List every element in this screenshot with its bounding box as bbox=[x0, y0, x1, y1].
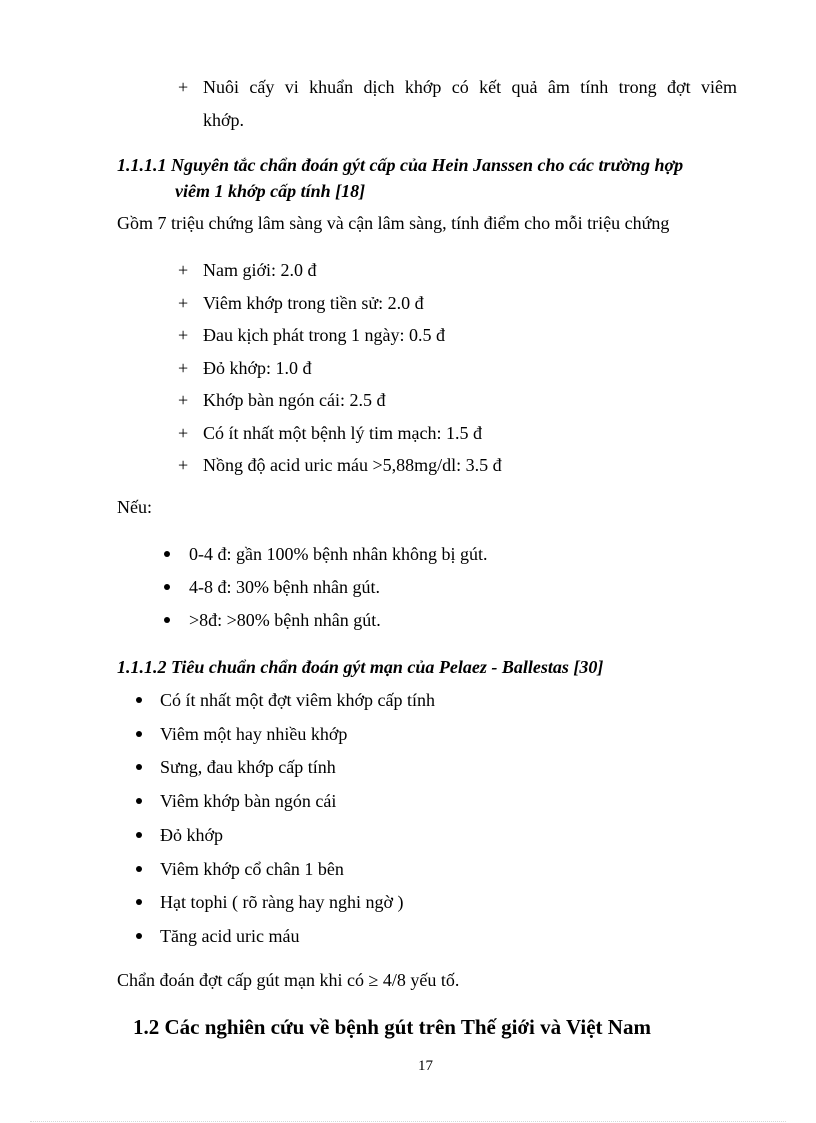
intro-word: vi bbox=[284, 77, 299, 97]
bullet-dot-icon bbox=[136, 764, 142, 770]
intro-word: khuẩn bbox=[309, 77, 354, 97]
bullet-dot-icon bbox=[164, 584, 170, 590]
criteria-item: Có ít nhất một bệnh lý tim mạch: 1.5 đ bbox=[203, 423, 482, 443]
intro-word: dịch bbox=[363, 77, 395, 97]
criteria-item: Nam giới: 2.0 đ bbox=[203, 260, 317, 280]
bullet-dot-icon bbox=[136, 832, 142, 838]
score-item: 0-4 đ: gần 100% bệnh nhân không bị gút. bbox=[189, 544, 488, 564]
pelaez-item: Sưng, đau khớp cấp tính bbox=[160, 757, 336, 777]
intro-word: quả bbox=[511, 77, 538, 97]
pelaez-item: Đỏ khớp bbox=[160, 825, 224, 845]
heading-1-1-1-1-cont: viêm 1 khớp cấp tính [18] bbox=[175, 181, 366, 201]
bullet-dot-icon bbox=[136, 866, 142, 872]
intro-word: viêm bbox=[700, 77, 737, 97]
paragraph-intro: Gồm 7 triệu chứng lâm sàng và cận lâm sàng, tính điểm cho mỗi triệu chứng bbox=[117, 213, 670, 233]
plus-bullet-icon: + bbox=[178, 455, 189, 475]
criteria-item: Viêm khớp trong tiền sử: 2.0 đ bbox=[203, 293, 424, 313]
criteria-item: Nồng độ acid uric máu >5,88mg/dl: 3.5 đ bbox=[203, 455, 502, 475]
heading-1-1-1-2: 1.1.1.2 Tiêu chuẩn chẩn đoán gýt mạn của Pelaez - Ballestas [30] bbox=[117, 657, 604, 677]
bullet-dot-icon bbox=[136, 798, 142, 804]
pelaez-item: Viêm khớp bàn ngón cái bbox=[160, 791, 337, 811]
bullet-dot-icon bbox=[164, 617, 170, 623]
bullet-dot-icon bbox=[164, 551, 170, 557]
intro-line bbox=[203, 75, 737, 99]
intro-word: khớp bbox=[404, 77, 442, 97]
plus-bullet-icon: + bbox=[178, 423, 189, 443]
plus-bullet-icon: + bbox=[178, 390, 189, 410]
criteria-item: Khớp bàn ngón cái: 2.5 đ bbox=[203, 390, 386, 410]
heading-1-1-1-1: 1.1.1.1 Nguyên tắc chẩn đoán gýt cấp của Hein Janssen cho các trường hợp bbox=[117, 155, 684, 175]
intro-word: âm bbox=[547, 77, 570, 97]
score-item: >8đ: >80% bệnh nhân gút. bbox=[189, 610, 381, 630]
conclusion-text: Chẩn đoán đợt cấp gút mạn khi có ≥ 4/8 yếu tố. bbox=[117, 970, 460, 990]
plus-bullet-icon: + bbox=[178, 358, 189, 378]
section-title: 1.2 Các nghiên cứu về bệnh gút trên Thế giới và Việt Nam bbox=[133, 1015, 651, 1039]
intro-word: kết bbox=[479, 77, 502, 97]
bullet-dot-icon bbox=[136, 697, 142, 703]
intro-word: tính bbox=[580, 77, 609, 97]
pelaez-item: Tăng acid uric máu bbox=[160, 926, 300, 946]
intro-word: đợt bbox=[667, 77, 691, 97]
plus-bullet-icon: + bbox=[178, 293, 189, 313]
pelaez-item: Hạt tophi ( rõ ràng hay nghi ngờ ) bbox=[160, 892, 404, 912]
plus-bullet-icon: + bbox=[178, 260, 189, 280]
pelaez-item: Có ít nhất một đợt viêm khớp cấp tính bbox=[160, 690, 436, 710]
score-item: 4-8 đ: 30% bệnh nhân gút. bbox=[189, 577, 380, 597]
intro-word: cấy bbox=[249, 77, 275, 97]
intro-word: có bbox=[451, 77, 469, 97]
if-label: Nếu: bbox=[117, 497, 152, 517]
plus-bullet-icon: + bbox=[178, 325, 189, 345]
bullet-dot-icon bbox=[136, 731, 142, 737]
plus-bullet-icon: + bbox=[178, 77, 189, 97]
page-number: 17 bbox=[418, 1058, 433, 1074]
intro-continuation: khớp. bbox=[203, 110, 245, 130]
pelaez-item: Viêm khớp cổ chân 1 bên bbox=[160, 859, 344, 879]
criteria-item: Đau kịch phát trong 1 ngày: 0.5 đ bbox=[203, 325, 445, 345]
pelaez-item: Viêm một hay nhiều khớp bbox=[160, 724, 348, 744]
page-bottom-rule bbox=[30, 1121, 786, 1122]
bullet-dot-icon bbox=[136, 899, 142, 905]
intro-word: Nuôi bbox=[203, 77, 239, 97]
criteria-item: Đỏ khớp: 1.0 đ bbox=[203, 358, 312, 378]
bullet-dot-icon bbox=[136, 933, 142, 939]
intro-word: trong bbox=[618, 77, 657, 97]
